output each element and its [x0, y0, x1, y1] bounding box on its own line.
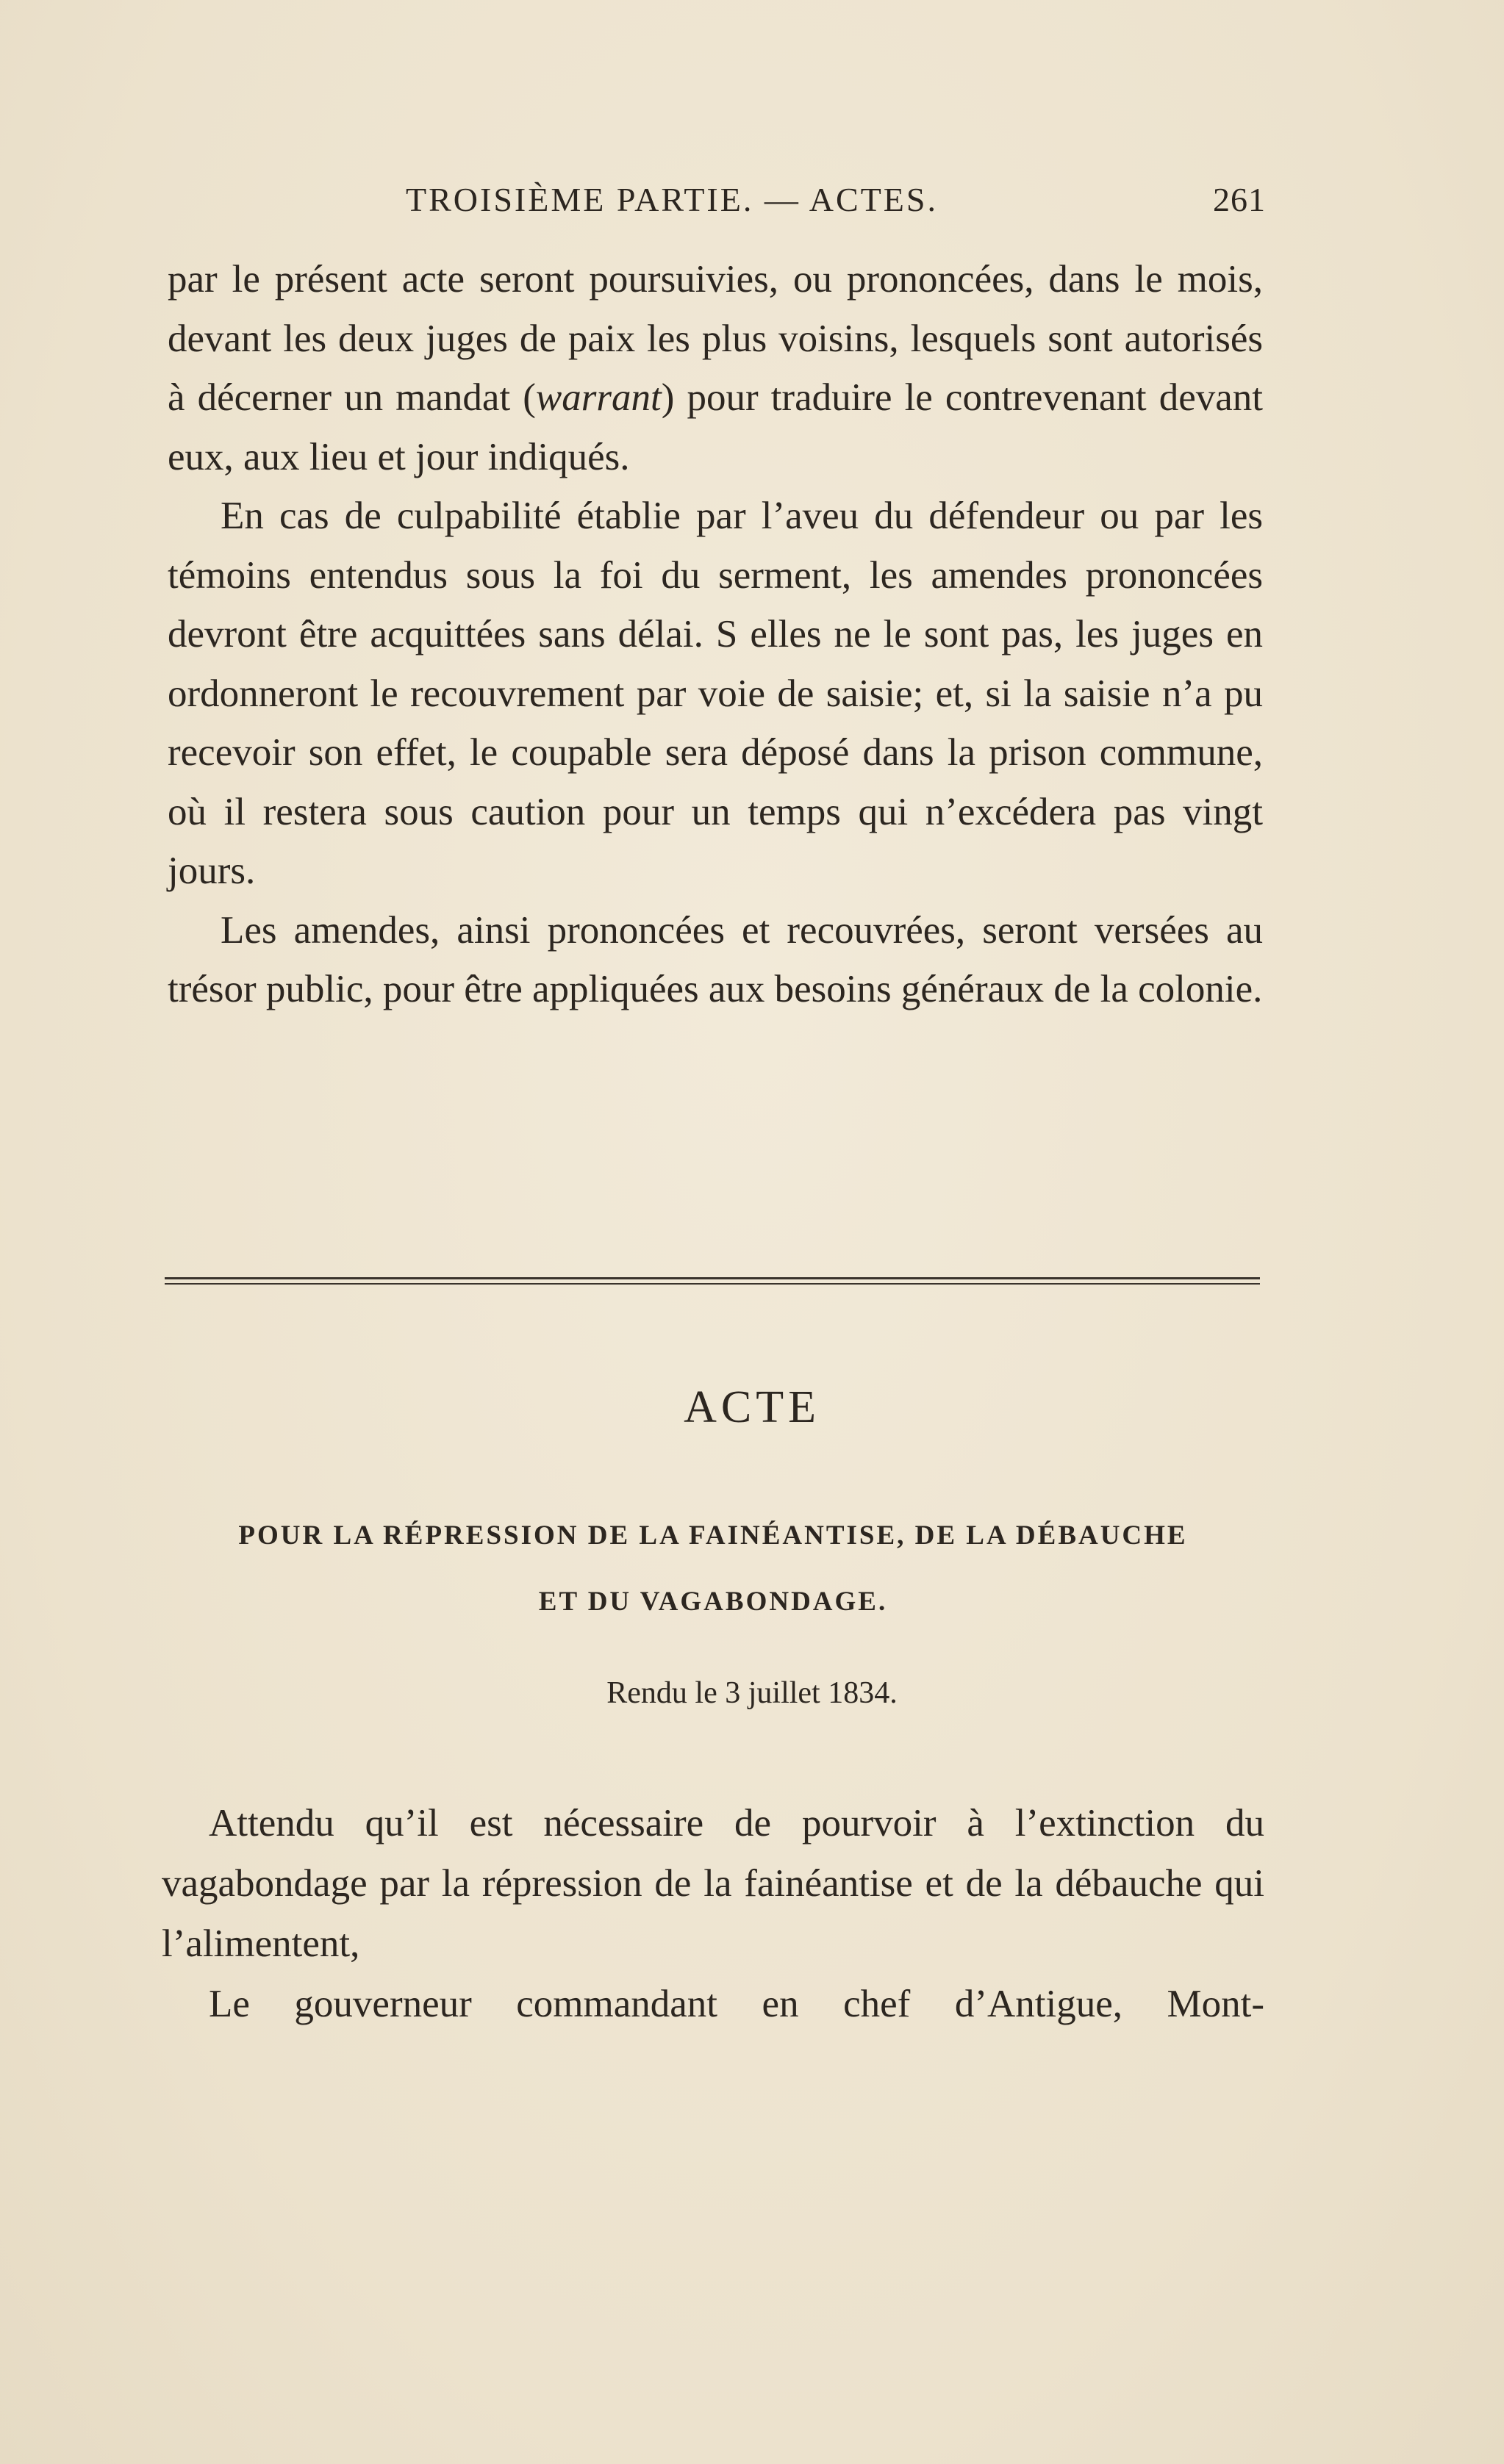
paragraph — [168, 250, 1263, 486]
paragraph: Les amendes, ainsi prononcées et recouvrées, seront versées au trésor public, pour être appliquées aux besoins généraux de la colonie. — [168, 908, 1263, 1010]
section-divider — [165, 1277, 1260, 1279]
running-head — [406, 180, 1266, 231]
act-title: ACTE — [684, 1382, 820, 1432]
act-subtitle — [162, 1503, 1264, 1635]
italic-term: warrant — [535, 376, 662, 419]
paragraph-text: ) pour traduire le contrevenant devant eux, aux lieu et jour indiqués. — [168, 376, 1263, 478]
running-head-title: TROISIÈME PARTIE. — ACTES. — [406, 181, 938, 218]
act-date: Rendu le 3 juillet 1834. — [606, 1676, 898, 1710]
act-subtitle-line: POUR LA RÉPRESSION DE LA FAINÉANTISE, DE LA DÉBAUCHE — [238, 1520, 1188, 1551]
act-body — [162, 1793, 1264, 2034]
paragraph: Le gouverneur commandant en chef d’Antigue, Mont- — [209, 1983, 1264, 2025]
section-divider — [165, 1283, 1260, 1285]
act-subtitle-line: ET DU VAGABONDAGE. — [538, 1587, 888, 1617]
paragraph: Attendu qu’il est nécessaire de pourvoir à l’extinction du vagabondage par la répression de la fainéantise et de la débauche qui l’alimentent, — [162, 1802, 1264, 1965]
paragraph: En cas de culpabilité établie par l’aveu du défendeur ou par les témoins entendus sous la foi du serment, les amendes prononcées devront être acquittées sans délai. S elles ne le sont pas, les juges en ordonneront le recouvrement par voie de saisie; et, si la saisie n’a pu recevoir son effet, le coupable sera déposé dans la prison commune, où il restera sous caution pour un temps qui n’excédera pas vingt jours. — [168, 495, 1263, 892]
page-number: 261 — [1213, 181, 1266, 218]
paragraph-text: par le présent acte seront poursuivies, ou prononcées, dans le mois, devant les deux juges de paix les plus voisins, lesquels sont autorisés à décerner un mandat ( — [168, 258, 1263, 419]
continued-text — [168, 250, 1263, 1019]
